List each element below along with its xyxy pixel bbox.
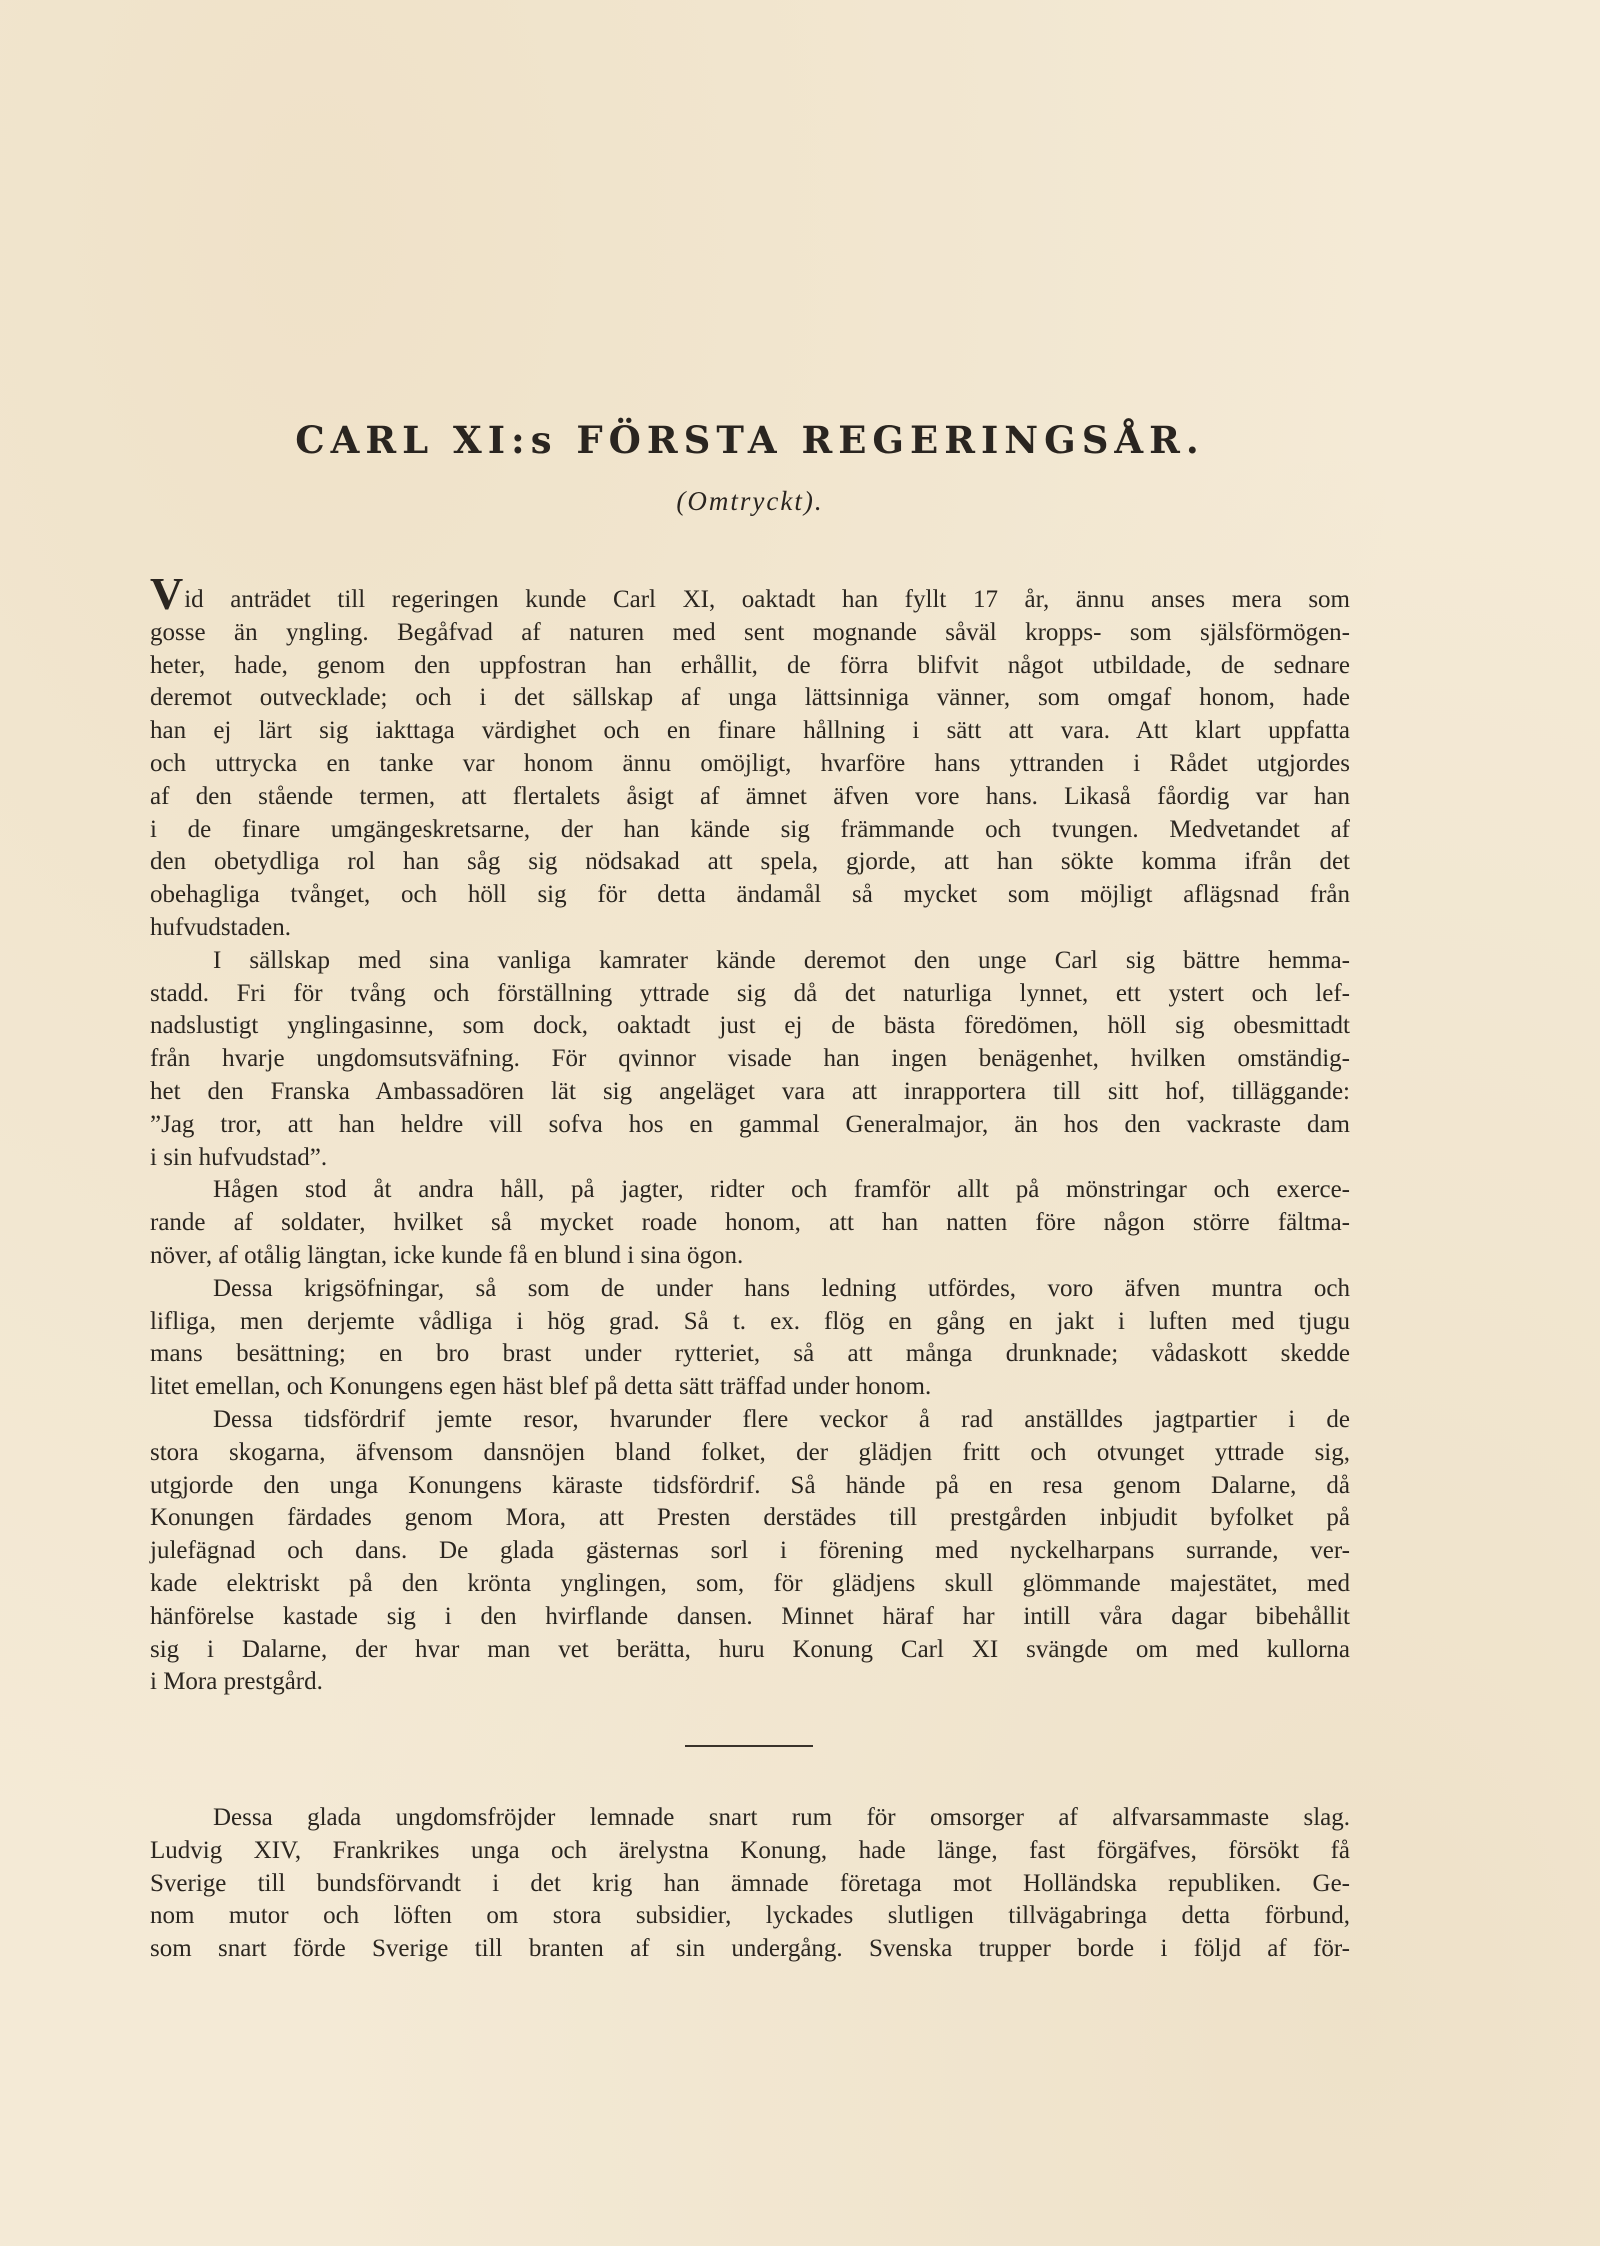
text-line: af den stående termen, att flertalets åsigt af ämnet äfven vore hans. Likaså fåordig var han bbox=[150, 782, 1350, 810]
page-subtitle: (Omtryckt). bbox=[676, 486, 824, 516]
drop-cap: V bbox=[150, 568, 184, 619]
text-line: hufvudstaden. bbox=[150, 913, 291, 941]
text-line: növer, af otålig längtan, icke kunde få en blund i sina ögon. bbox=[150, 1241, 744, 1269]
text-line: rande af soldater, hvilket så mycket roade honom, att han natten före någon större fältma- bbox=[150, 1209, 1350, 1237]
text-line: Dessa tidsfördrif jemte resor, hvarunder flere veckor å rad anställdes jagtpartier i de bbox=[213, 1405, 1350, 1433]
text-line: litet emellan, och Konungens egen häst blef på detta sätt träffad under honom. bbox=[150, 1373, 932, 1401]
text-line-content: id anträdet till regeringen kunde Carl XI, oaktadt han fyllt 17 år, ännu anses mera som bbox=[184, 586, 1350, 613]
text-line: Dessa glada ungdomsfröjder lemnade snart rum för omsorger af alfvarsammaste slag. bbox=[213, 1804, 1350, 1831]
text-line: I sällskap med sina vanliga kamrater kände deremot den unge Carl sig bättre hemma- bbox=[213, 946, 1350, 974]
text-line: Dessa krigsöfningar, så som de under hans ledning utfördes, voro äfven muntra och bbox=[213, 1274, 1350, 1302]
page-title: CARL XI:s FÖRSTA REGERINGSÅR. bbox=[295, 418, 1205, 462]
text-line: den obetydliga rol han såg sig nödsakad att spela, gjorde, att han sökte komma ifrån det bbox=[150, 848, 1350, 876]
text-line: Ludvig XIV, Frankrikes unga och ärelystna Konung, hade länge, fast förgäfves, försökt få bbox=[150, 1836, 1350, 1864]
text-line: han ej lärt sig iakttaga värdighet och en finare hållning i sätt att vara. Att klart uppfatta bbox=[150, 717, 1350, 745]
text-line: sig i Dalarne, der hvar man vet berätta, huru Konung Carl XI svängde om med kullorna bbox=[150, 1635, 1350, 1663]
text-line: mans besättning; en bro brast under rytteriet, så att många drunknade; vådaskott skedde bbox=[150, 1340, 1350, 1368]
text-line: heter, hade, genom den uppfostran han erhållit, de förra blifvit något utbildade, de sednare bbox=[150, 651, 1350, 679]
text-line: het den Franska Ambassadören lät sig angeläget vara att inrapportera till sitt hof, tilläggande: bbox=[150, 1077, 1350, 1105]
text-line: deremot outvecklade; och i det sällskap af unga lättsinniga vänner, som omgaf honom, hade bbox=[150, 684, 1350, 712]
section-1-text bbox=[150, 568, 1350, 1699]
text-line: stadd. Fri för tvång och förställning yttrade sig då det naturliga lynnet, ett ystert och lef- bbox=[150, 979, 1350, 1007]
text-line: ”Jag tror, att han heldre vill sofva hos en gammal Generalmajor, än hos den vackraste dam bbox=[150, 1110, 1350, 1138]
text-line: Konungen färdades genom Mora, att Presten derstädes till prestgården inbjudit byfolket på bbox=[150, 1504, 1350, 1532]
section-divider bbox=[685, 1745, 813, 1747]
text-line: utgjorde den unga Konungens käraste tidsfördrif. Så hände på en resa genom Dalarne, då bbox=[150, 1471, 1350, 1499]
text-line: nadslustigt ynglingasinne, som dock, oaktadt just ej de bästa föredömen, höll sig obesmittadt bbox=[150, 1012, 1350, 1040]
text-line: gosse än yngling. Begåfvad af naturen med sent mognande såväl kropps- som själsförmögen- bbox=[150, 618, 1350, 646]
text-line: hänförelse kastade sig i den hvirflande dansen. Minnet häraf har intill våra dagar bibehållit bbox=[150, 1602, 1350, 1630]
text-line: från hvarje ungdomsutsväfning. För qvinnor visade han ingen benägenhet, hvilken omständig- bbox=[150, 1045, 1350, 1073]
text-line: julefägnad och dans. De glada gästernas sorl i förening med nyckelharpans surrande, ver- bbox=[150, 1537, 1350, 1565]
text-line: nom mutor och löften om stora subsidier, lyckades slutligen tillvägabringa detta förbund, bbox=[150, 1902, 1350, 1930]
text-line: kade elektriskt på den krönta ynglingen, som, för glädjens skull glömmande majestätet, med bbox=[150, 1569, 1350, 1597]
text-line: stora skogarna, äfvensom dansnöjen bland folket, der glädjen fritt och otvunget yttrade sig, bbox=[150, 1438, 1350, 1466]
section-2-text bbox=[150, 1802, 1350, 1966]
text-line: lifliga, men derjemte vådliga i hög grad. Så t. ex. flög en gång en jakt i luften med tjugu bbox=[150, 1307, 1350, 1335]
text-line: som snart förde Sverige till branten af sin undergång. Svenska trupper borde i följd af för- bbox=[150, 1935, 1350, 1963]
text-line: i sin hufvudstad”. bbox=[150, 1143, 328, 1171]
document-page bbox=[150, 0, 1350, 2246]
text-line: och uttrycka en tanke var honom ännu omöjligt, hvarföre hans yttranden i Rådet utgjordes bbox=[150, 749, 1350, 777]
text-line: i de finare umgängeskretsarne, der han kände sig främmande och tvungen. Medvetandet af bbox=[150, 815, 1350, 843]
text-line: Sverige till bundsförvandt i det krig han ämnade företaga mot Holländska republiken. Ge- bbox=[150, 1869, 1350, 1897]
text-line: Hågen stod åt andra håll, på jagter, ridter och framför allt på mönstringar och exerce- bbox=[213, 1176, 1350, 1204]
text-line: obehagliga tvånget, och höll sig för detta ändamål så mycket som möjligt aflägsnad från bbox=[150, 881, 1350, 909]
text-line bbox=[150, 568, 1350, 619]
text-line: i Mora prestgård. bbox=[150, 1668, 323, 1696]
